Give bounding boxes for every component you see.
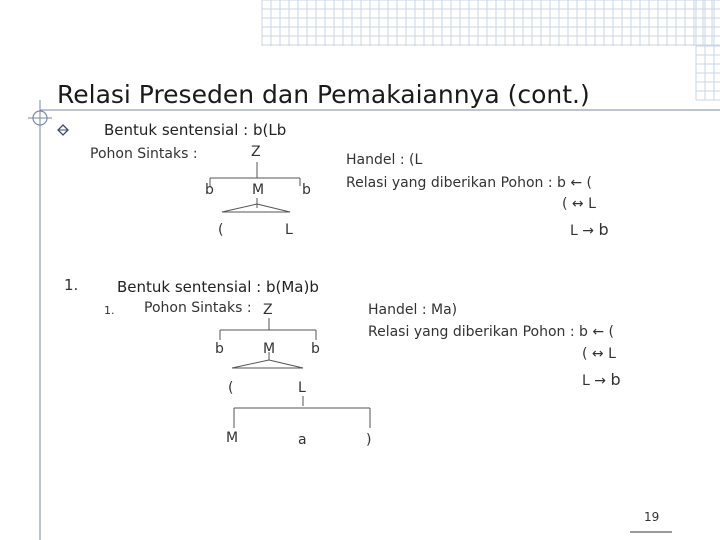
section2-relation-3 xyxy=(582,370,621,389)
section1-relation-3 xyxy=(570,220,609,239)
tree1-node-l: L xyxy=(285,222,293,238)
tree2-node-paren: ( xyxy=(228,380,234,396)
tree2-node-close-paren: ) xyxy=(366,432,372,448)
section2-tree-label: Pohon Sintaks : xyxy=(144,300,252,316)
tree2-node-b2: b xyxy=(311,341,320,357)
tree2-node-l: L xyxy=(298,380,306,396)
tree2-node-m2: M xyxy=(226,430,239,446)
section2-relation-2: ( ↔ L xyxy=(582,346,616,362)
tree1-node-z: Z xyxy=(251,144,261,160)
section1-relation-2: ( ↔ L xyxy=(562,196,596,212)
section1-heading: Bentuk sentensial : b(Lb xyxy=(104,121,287,139)
diamond-bullet-icon xyxy=(58,125,68,135)
tree1-node-paren: ( xyxy=(218,222,224,238)
tree2-node-b1: b xyxy=(215,341,224,357)
relation-3-b: b xyxy=(598,220,609,239)
section1-relation-intro: Relasi yang diberikan Pohon : b ← ( xyxy=(346,175,592,191)
section1-tree-label: Pohon Sintaks : xyxy=(90,146,198,162)
relation-3-b: b xyxy=(610,370,621,389)
section1-handle: Handel : (L xyxy=(346,152,423,168)
arrow-icon: → xyxy=(582,223,594,239)
section2-relation-intro: Relasi yang diberikan Pohon : b ← ( xyxy=(368,324,614,340)
tree2-node-m: M xyxy=(263,341,276,357)
tree1-node-b1: b xyxy=(205,182,214,198)
tree2-node-z: Z xyxy=(263,302,273,318)
slide-title: Relasi Preseden dan Pemakaiannya (cont.) xyxy=(57,80,590,109)
relation-3-l: L xyxy=(582,373,590,389)
section2-sub-number: 1. xyxy=(104,304,115,317)
relation-3-l: L xyxy=(570,223,578,239)
page-number: 19 xyxy=(644,510,660,524)
section2-handle: Handel : Ma) xyxy=(368,302,458,318)
tree1-node-m: M xyxy=(252,182,265,198)
section2-heading: Bentuk sentensial : b(Ma)b xyxy=(117,278,319,296)
tree2-node-a: a xyxy=(298,432,307,448)
section2-number: 1. xyxy=(64,276,79,294)
tree1-node-b2: b xyxy=(302,182,311,198)
arrow-icon: → xyxy=(594,373,606,389)
syntax-tree-2-edges xyxy=(220,318,370,428)
